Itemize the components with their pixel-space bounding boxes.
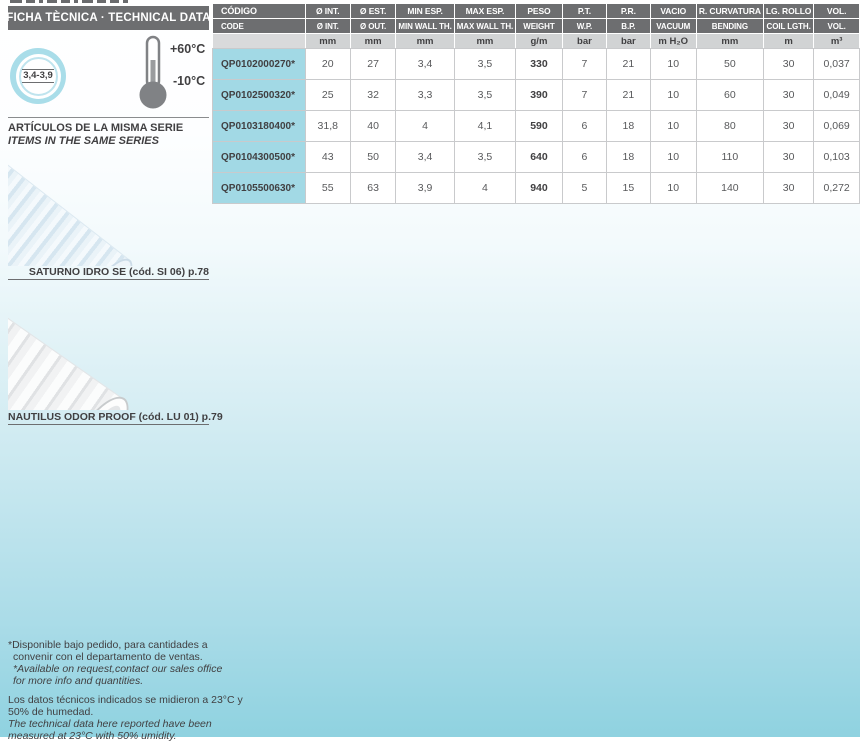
table-value-cell: 4,1 — [454, 111, 515, 142]
table-value-cell: 4 — [396, 111, 454, 142]
table-header-cell: PESO — [516, 4, 563, 19]
table-value-cell: 30 — [763, 111, 813, 142]
table-value-cell: 0,272 — [814, 173, 860, 204]
product-caption: NAUTILUS ODOR PROOF (cód. LU 01) p.79 — [8, 411, 223, 423]
table-header-cell: MAX ESP. — [454, 4, 515, 19]
table-header-cell: MIN WALL TH. — [396, 19, 454, 34]
table-code-cell: QP0104300500* — [213, 142, 306, 173]
table-value-cell: 330 — [516, 49, 563, 80]
divider — [8, 279, 209, 280]
table-value-cell: 30 — [763, 142, 813, 173]
table-value-cell: 3,5 — [454, 49, 515, 80]
table-value-cell: 50 — [696, 49, 763, 80]
table-value-cell: 63 — [350, 173, 396, 204]
table-header-cell: LG. ROLLO — [763, 4, 813, 19]
table-header-cell: VOL. — [814, 4, 860, 19]
table-row — [213, 80, 860, 111]
table-header-cell: R. CURVATURA — [696, 4, 763, 19]
table-head — [213, 4, 860, 49]
table-header-cell: COIL LGTH. — [763, 19, 813, 34]
table-value-cell: 18 — [607, 111, 650, 142]
footnote-line-es: convenir con el departamento de ventas. — [13, 651, 203, 663]
table-header-cell: P.T. — [562, 4, 606, 19]
table-unit-cell: mm — [454, 34, 515, 49]
table-value-cell: 80 — [696, 111, 763, 142]
footnote-line-en: measured at 23°C with 50% umidity. — [8, 730, 177, 742]
table-value-cell: 10 — [650, 142, 696, 173]
table-header-cell: VACUUM — [650, 19, 696, 34]
series-title-es: ARTÍCULOS DE LA MISMA SERIE — [8, 122, 184, 134]
product-caption: SATURNO IDRO SE (cód. SI 06) p.78 — [28, 266, 209, 278]
footnote-group — [8, 639, 258, 687]
table-value-cell: 6 — [562, 142, 606, 173]
table-header-cell: Ø INT. — [305, 19, 350, 34]
wall-thickness-icon — [10, 48, 66, 104]
table-value-cell: 25 — [305, 80, 350, 111]
table-value-cell: 390 — [516, 80, 563, 111]
temperature-range — [136, 34, 216, 114]
table-value-cell: 43 — [305, 142, 350, 173]
table-value-cell: 30 — [763, 173, 813, 204]
table-value-cell: 50 — [350, 142, 396, 173]
table-value-cell: 55 — [305, 173, 350, 204]
hose-image — [8, 152, 132, 266]
table-value-cell: 590 — [516, 111, 563, 142]
table-unit-cell: mm — [350, 34, 396, 49]
section-title: FICHA TÈCNICA · TECHNICAL DATA — [8, 6, 209, 30]
table-header-cell: P.R. — [607, 4, 650, 19]
table-value-cell: 18 — [607, 142, 650, 173]
table-value-cell: 10 — [650, 49, 696, 80]
table-code-cell: QP0103180400* — [213, 111, 306, 142]
table-unit-cell: mm — [396, 34, 454, 49]
footnote-group — [8, 694, 258, 742]
footnotes — [8, 639, 258, 749]
table-value-cell: 7 — [562, 80, 606, 111]
table-header-cell: CODE — [213, 19, 306, 34]
hose-bore-shadow — [81, 409, 120, 410]
tech-table — [212, 3, 860, 204]
table-row — [213, 49, 860, 80]
table-header-cell: Ø OUT. — [350, 19, 396, 34]
table-header-cell: VOL. — [814, 19, 860, 34]
footnote-line-en: The technical data here reported have been — [8, 718, 212, 730]
table-code-cell: QP0102500320* — [213, 80, 306, 111]
table-value-cell: 10 — [650, 111, 696, 142]
table-header-cell: B.P. — [607, 19, 650, 34]
table-value-cell: 0,049 — [814, 80, 860, 111]
table-value-cell: 0,103 — [814, 142, 860, 173]
product-image-saturno-idro-se — [8, 152, 209, 266]
footnote-line-en: for more info and quantities. — [13, 675, 144, 687]
table-unit-cell: m H₂O — [650, 34, 696, 49]
table-value-cell: 0,037 — [814, 49, 860, 80]
table-unit-cell: m³ — [814, 34, 860, 49]
hose-bore — [72, 401, 127, 410]
table-value-cell: 640 — [516, 142, 563, 173]
divider — [8, 117, 209, 118]
table-header-cell: CÓDIGO — [213, 4, 306, 19]
table-value-cell: 6 — [562, 111, 606, 142]
table-value-cell: 5 — [562, 173, 606, 204]
footnote-line-en: *Available on request,contact our sales office — [13, 663, 223, 675]
table-row — [213, 173, 860, 204]
table-unit-cell: m — [763, 34, 813, 49]
table-header-cell: WEIGHT — [516, 19, 563, 34]
table-value-cell: 140 — [696, 173, 763, 204]
table-code-cell: QP0102000270* — [213, 49, 306, 80]
table-unit-cell — [213, 34, 306, 49]
wall-thickness-inner-ring — [19, 57, 58, 96]
table-value-cell: 10 — [650, 173, 696, 204]
table-row — [213, 111, 860, 142]
table-header-cell: Ø EST. — [350, 4, 396, 19]
table-value-cell: 32 — [350, 80, 396, 111]
table-unit-cell: bar — [562, 34, 606, 49]
table-unit-cell: g/m — [516, 34, 563, 49]
table-value-cell: 20 — [305, 49, 350, 80]
table-value-cell: 3,4 — [396, 49, 454, 80]
wall-thickness-ring — [16, 54, 61, 99]
series-title-en: ITEMS IN THE SAME SERIES — [8, 135, 159, 147]
temp-min-label: -10°C — [173, 74, 206, 88]
table-value-cell: 3,5 — [454, 142, 515, 173]
hose-end-face — [69, 251, 142, 266]
product-image-nautilus-odor-proof — [8, 298, 209, 410]
table-header-cell: MIN ESP. — [396, 4, 454, 19]
table-value-cell: 10 — [650, 80, 696, 111]
table-value-cell: 3,5 — [454, 80, 515, 111]
table-value-cell: 30 — [763, 80, 813, 111]
table-header-cell: BENDING — [696, 19, 763, 34]
hose-image — [8, 298, 126, 410]
table-body — [213, 49, 860, 204]
wall-thickness-value: 3,4-3,9 — [23, 70, 53, 81]
divider — [8, 424, 209, 425]
table-header-cell: MAX WALL TH. — [454, 19, 515, 34]
table-value-cell: 3,3 — [396, 80, 454, 111]
footnote-line-es: 50% de humedad. — [8, 706, 94, 718]
table-value-cell: 940 — [516, 173, 563, 204]
table-value-cell: 7 — [562, 49, 606, 80]
table-value-cell: 27 — [350, 49, 396, 80]
hose-end-face — [59, 388, 139, 410]
table-header-cell: W.P. — [562, 19, 606, 34]
table-value-cell: 3,9 — [396, 173, 454, 204]
table-value-cell: 4 — [454, 173, 515, 204]
table-value-cell: 40 — [350, 111, 396, 142]
table-unit-cell: mm — [696, 34, 763, 49]
footnote-line-es: *Disponible bajo pedido, para cantidades a — [8, 639, 208, 651]
table-value-cell: 30 — [763, 49, 813, 80]
table-header-cell: Ø INT. — [305, 4, 350, 19]
table-value-cell: 60 — [696, 80, 763, 111]
table-value-cell: 31,8 — [305, 111, 350, 142]
table-unit-cell: bar — [607, 34, 650, 49]
table-value-cell: 110 — [696, 142, 763, 173]
table-unit-cell: mm — [305, 34, 350, 49]
table-code-cell: QP0105500630* — [213, 173, 306, 204]
footnote-line-es: Los datos técnicos indicados se midieron a 23°C y — [8, 694, 243, 706]
table-value-cell: 21 — [607, 49, 650, 80]
table-value-cell: 15 — [607, 173, 650, 204]
thermometer-icon — [136, 34, 170, 110]
table-value-cell: 21 — [607, 80, 650, 111]
table-row — [213, 142, 860, 173]
temp-max-label: +60°C — [170, 42, 206, 56]
table-header-cell: VACIO — [650, 4, 696, 19]
table-value-cell: 0,069 — [814, 111, 860, 142]
table-value-cell: 3,4 — [396, 142, 454, 173]
